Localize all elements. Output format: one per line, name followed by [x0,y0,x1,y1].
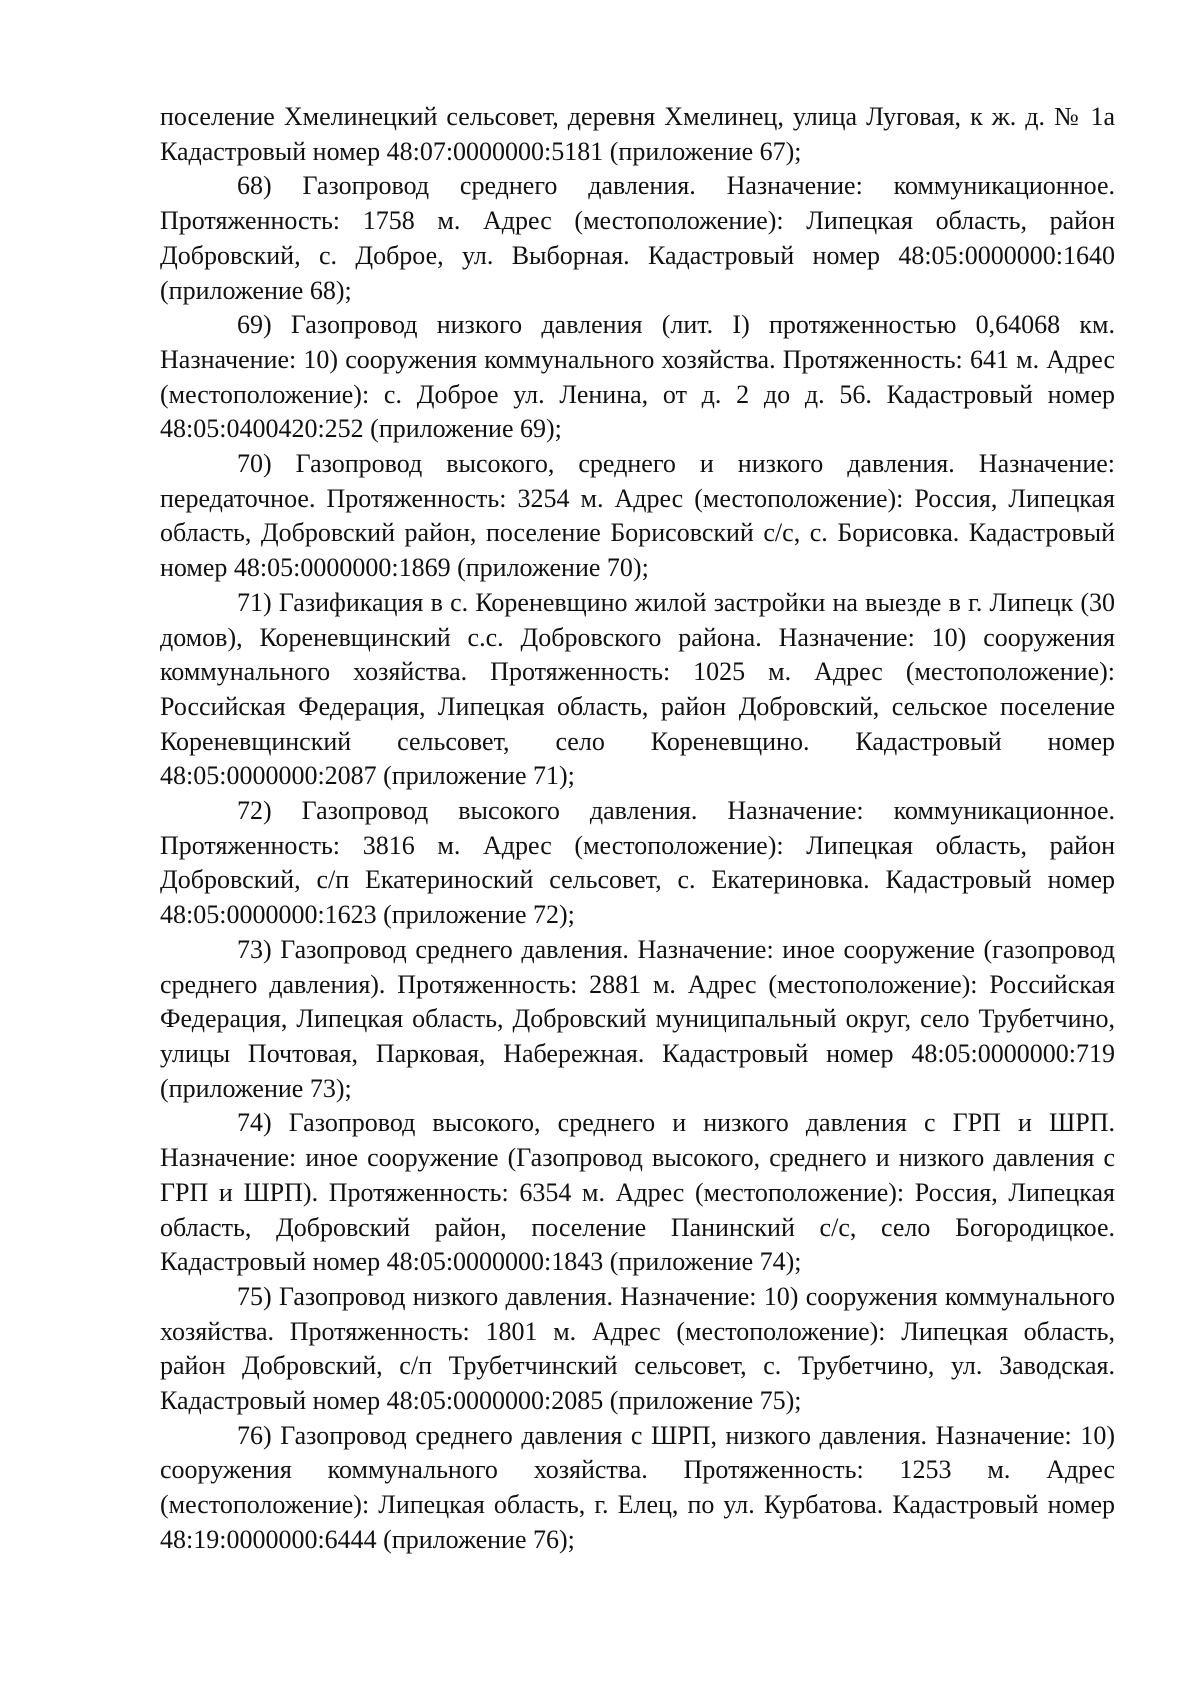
document-page [160,100,1115,1558]
list-item-72: 72) Газопровод высокого давления. Назначение: коммуникационное. Протяженность: 3816 м. Адрес (местоположение): Липецкая область, район Добровский, с/п Екатериноский сельсовет, с. Екатериновка. Кадастровый номер 48:05:0000000:1623 (приложение 72); [160,796,1115,930]
list-item-71: 71) Газификация в с. Кореневщино жилой застройки на выезде в г. Липецк (30 домов), Кореневщинский с.с. Добровского района. Назначение: 10) сооружения коммунального хозяйства. Протяженность: 1025 м. Адрес (местоположение): Российская Федерация, Липецкая область, район Добровский, сельское поселение Кореневщинский сельсовет, село Кореневщино. Кадастровый номер 48:05:0000000:2087 (приложение 71); [160,587,1115,791]
list-item-68: 68) Газопровод среднего давления. Назначение: коммуникационное. Протяженность: 1758 м. Адрес (местоположение): Липецкая область, район Добровский, с. Доброе, ул. Выборная. Кадастровый номер 48:05:0000000:1640 (приложение 68); [160,171,1115,305]
list-item-69: 69) Газопровод низкого давления (лит. I) протяженностью 0,64068 км. Назначение: 10) сооружения коммунального хозяйства. Протяженность: 641 м. Адрес (местоположение): с. Доброе ул. Ленина, от д. 2 до д. 56. Кадастровый номер 48:05:0400420:252 (приложение 69); [160,310,1115,444]
list-item-73: 73) Газопровод среднего давления. Назначение: иное сооружение (газопровод среднего давления). Протяженность: 2881 м. Адрес (местоположение): Российская Федерация, Липецкая область, Добровский муниципальный округ, село Трубетчино, улицы Почтовая, Парковая, Набережная. Кадастровый номер 48:05:0000000:719 (приложение 73); [160,934,1115,1103]
paragraph-continuation: поселение Хмелинецкий сельсовет, деревня Хмелинец, улица Луговая, к ж. д. № 1а Кадастровый номер 48:07:0000000:5181 (приложение 67); [160,102,1115,166]
list-item-76: 76) Газопровод среднего давления с ШРП, низкого давления. Назначение: 10) сооружения коммунального хозяйства. Протяженность: 1253 м. Адрес (местоположение): Липецкая область, г. Елец, по ул. Курбатова. Кадастровый номер 48:19:0000000:6444 (приложение 76); [160,1420,1115,1554]
list-item-70: 70) Газопровод высокого, среднего и низкого давления. Назначение: передаточное. Протяженность: 3254 м. Адрес (местоположение): Россия, Липецкая область, Добровский район, поселение Борисовский с/с, с. Борисовка. Кадастровый номер 48:05:0000000:1869 (приложение 70); [160,449,1115,583]
list-item-74: 74) Газопровод высокого, среднего и низкого давления с ГРП и ШРП. Назначение: иное сооружение (Газопровод высокого, среднего и низкого давления с ГРП и ШРП). Протяженность: 6354 м. Адрес (местоположение): Россия, Липецкая область, Добровский район, поселение Панинский с/с, село Богородицкое. Кадастровый номер 48:05:0000000:1843 (приложение 74); [160,1108,1115,1277]
list-item-75: 75) Газопровод низкого давления. Назначение: 10) сооружения коммунального хозяйства. Протяженность: 1801 м. Адрес (местоположение): Липецкая область, район Добровский, с/п Трубетчинский сельсовет, с. Трубетчино, ул. Заводская. Кадастровый номер 48:05:0000000:2085 (приложение 75); [160,1281,1115,1416]
